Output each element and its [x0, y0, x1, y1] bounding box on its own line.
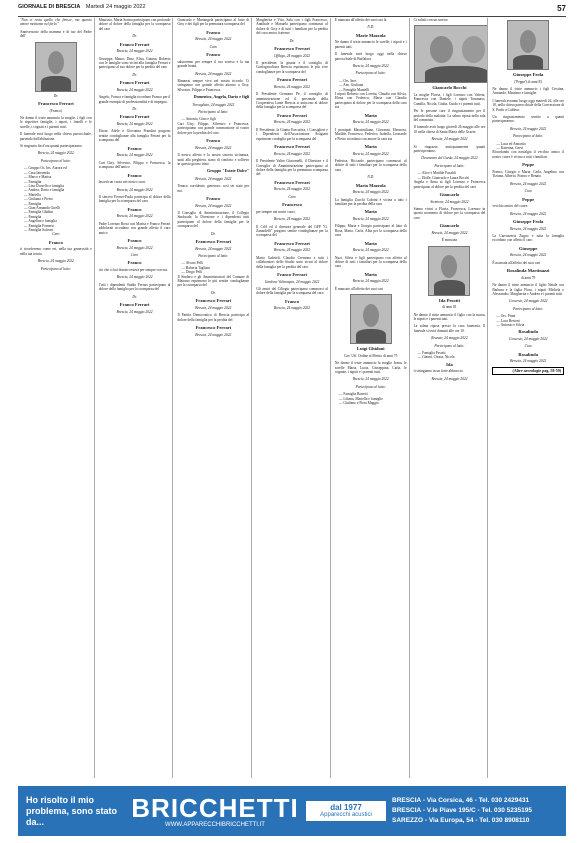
place-date: Desenzano del Garda, 24 maggio 2022 — [421, 156, 478, 161]
deceased-name: Francesco — [282, 202, 302, 208]
deceased-name: Franco — [48, 239, 63, 245]
place-date: Brescia, 24 maggio 2022 — [352, 190, 389, 195]
deceased-name: Maria — [364, 209, 377, 215]
place-date: Sirmione, 24 maggio 2022 — [430, 199, 469, 204]
deceased-name: Franco — [127, 145, 142, 151]
mourner-list — [177, 261, 249, 274]
deceased-name: Francesco Ferrari — [195, 238, 232, 244]
notice-text: Angela e Anna ai figli Lorenzo e Francesca partecipano al dolore per la perdita del caro — [413, 180, 486, 189]
place-date: Brescia, 24 maggio 2022 — [431, 230, 468, 235]
obituary-columns — [18, 18, 566, 778]
notice-text: Filippo, Maria e Giorgio partecipano al lutto di Rosa, Mario, Carla, Alba per la scomparsa della cara — [334, 224, 407, 238]
notice-text: Angelo, Franca e famiglia ricordano Franco per il grande esempio di professionalità e di impegno. — [98, 95, 171, 104]
deceased-name: Rosalinda — [518, 351, 538, 357]
signature: Gruppo "Estate Dolce" — [207, 168, 250, 174]
page-number: 57 — [557, 4, 566, 13]
notice-text: Ettore, Adele e Giovanna Prandini porgono sentite condoglianze alla famiglia Ferrari per la scomparsa del — [98, 129, 171, 143]
notice-text: Franco, Giorgio e Maria, Carla, Angelino con Tiziana, Alberto, Franco e Renato. — [492, 169, 565, 179]
mourner-list-item: — Famiglia Bonetti — [338, 392, 368, 397]
notice-label: N.D. — [367, 175, 375, 180]
mourner-list-item: — Giuliano e Piera Maggio — [338, 401, 379, 406]
column — [18, 18, 95, 778]
column — [490, 18, 566, 778]
column — [412, 18, 489, 778]
deceased-name: Francesco Ferrari — [274, 46, 310, 52]
notice-text: Giuseppe, Mauro, Dino, Elisa, Gianna, Roberto con le famiglie sono vicini alla famiglia Ferrari e partecipano al suo dolore per la perdita del caro — [98, 56, 171, 70]
notice-label: Partecipano al lutto: — [40, 266, 71, 271]
place-date: Brescia, 24 maggio 2022 — [274, 248, 311, 253]
place-date: Brescia, 24 maggio 2022 — [116, 214, 153, 219]
column — [254, 18, 331, 778]
mourner-list — [335, 79, 407, 92]
notice-text: Si ringrazia anticipatamente quanti parteciperanno. — [413, 144, 486, 154]
notice-text: È mancata all'affetto dei suoi cari la — [334, 18, 387, 22]
notice-text: Un ringraziamento sentito a quanti parteciperanno. — [492, 115, 565, 124]
place-date: Brescia, 24 maggio 2022 — [274, 120, 311, 125]
notice-text: Federica, Riccardo partecipano commossi al dolore di tutti i familiari per la scomparsa della cara — [334, 158, 407, 172]
notice-text: Il Consiglio di Amministrazione, il Collegio Sindacale, la Direzione e i dipendenti tutti partecipano al dolore della famiglia per la scomparsa del — [177, 210, 250, 229]
place-date: Brescia, 24 maggio 2022 — [116, 245, 153, 250]
mourner-list-item: — Famiglia Ghidini — [24, 210, 54, 215]
notice-label: Ciao — [524, 189, 532, 194]
notice-text: Il Presidente, la Giunta Esecutiva, i Consiglieri e i Dipendenti dell'Associazione Artigiani esprimono cordoglio per la scomparsa del — [256, 127, 328, 141]
notice-text: È mancata all'affetto dei suoi cari — [492, 260, 541, 265]
deceased-name: Franco Ferrari — [119, 301, 150, 307]
notice-label: Ciao — [524, 344, 532, 349]
deceased-name: Luigi Ghidoni — [356, 346, 385, 352]
notice-text: Giancarlo e Mariangela partecipano al lutto di Gisy e dei figli per la prematura scomparsa del — [177, 18, 250, 27]
mourner-list-item: — Luca ed Annarita — [496, 141, 526, 146]
place-date: Brescia, 24 maggio 2022 — [116, 187, 153, 192]
place-date: Brescia, 24 maggio 2022 — [116, 309, 153, 314]
deceased-name: Franco Ferrari — [277, 77, 307, 83]
place-date: Brescia, 24 maggio 2022 — [195, 246, 232, 251]
deceased-name: Rosalinda Martinazzi — [506, 268, 550, 274]
notice-label: Partecipano al lutto: — [198, 110, 229, 115]
mourner-list-item: — Ans. Giuliana — [338, 83, 364, 88]
notice-label: Dr. — [132, 72, 137, 77]
mourner-list-item: — Famiglia — [24, 214, 42, 219]
mourner-list-item: — Antonio e Silvia — [496, 322, 525, 327]
notice-label: È mancata — [441, 238, 458, 243]
notice-text: I funerali avranno luogo oggi martedì 24, alle ore 10, nella chiesa parrocchiale della Conversione di S. Paolo a Caldera. — [492, 98, 565, 112]
mourner-list-item: — Ehdle, Giancarlo e Laura Bocchi — [417, 175, 470, 180]
notice-text: La moglie Flavia, i figli Lorenzo con Valeria, Francesca con Daniele, i nipoti Tommaso, Camilla, Nicola, Giulia, Guido e i parenti tutti. — [413, 93, 486, 106]
notice-block — [99, 18, 171, 314]
deceased-name: Franco — [127, 237, 142, 243]
notice-label: Partecipano al lutto: — [513, 306, 544, 311]
mourner-list-item: — Lino Dorsello e famiglia — [24, 183, 64, 188]
deceased-name: Franco Ferrari — [119, 80, 150, 86]
place-date: Brescia, 24 maggio 2022 — [195, 332, 232, 337]
place-date: Brescia, 24 maggio 2022 — [352, 377, 389, 382]
notice-label: Caro — [130, 252, 139, 257]
column — [333, 18, 410, 778]
mourner-list — [492, 314, 564, 327]
mourner-list-item: — Katerina, Gervi — [496, 146, 524, 151]
notice-text: ciò che ci hai donato resterà per sempre con noi. — [98, 267, 169, 272]
notice-block — [20, 18, 92, 271]
mourner-list-item: — Famiglia Fomerio — [24, 223, 55, 228]
mourner-list-item: — Mariella — [24, 192, 41, 197]
deceased-name: Franco Ferrari — [277, 271, 307, 277]
mourner-list-item: — Luca Bertoni — [496, 318, 520, 323]
ad-badge-year: dal 1977 — [330, 803, 362, 812]
ad-brand-block — [130, 794, 300, 828]
mourner-list-item: — Angelina e famiglia — [24, 219, 57, 224]
ad-brand: BRICCHETTI — [131, 793, 299, 823]
deceased-name: Franco — [206, 29, 221, 35]
name-subtitle: di anni 79 — [520, 275, 536, 280]
notice-text: Il funerale avrà luogo giovedì 26 maggio alle ore 10 nella chiesa di Santa Maria delle Grazie. — [413, 125, 486, 134]
column — [97, 18, 174, 778]
mourner-list — [414, 351, 486, 360]
place-date: Brescia, 24 maggio 2022 — [37, 151, 74, 156]
deceased-name: Rosalinda — [518, 329, 538, 335]
notice-text: Mario Gabrieli, Claudio Cremona e tutti i collaboratori dello Studio sono vicini al dolore della famiglia per la perdita del caro — [256, 255, 328, 269]
notice-label: Partecipano al lutto: — [434, 343, 465, 348]
notice-text: La salma riposa presso la casa funeraria. Il funerale si terrà domani alle ore 10. — [413, 324, 486, 333]
place-date: Brescia, 24 maggio 2022 — [274, 151, 311, 156]
notice-text: Gli amici del Ciliegio partecipano commossi al dolore della famiglia per la scomparsa del caro — [256, 286, 328, 296]
place-date: Brescia, 24 maggio 2022 — [116, 153, 153, 158]
deceased-name: Francesco Ferrari — [274, 240, 310, 246]
notice-text: Ci salutò con un sorriso — [413, 18, 448, 22]
deceased-name: Franco — [127, 206, 142, 212]
mourner-list-item: — Marco e Marisa — [24, 175, 52, 180]
place-date: Brescia, 24 maggio 2022 — [37, 259, 74, 264]
deceased-name: Franco Ferrari — [119, 114, 150, 120]
deceased-name: Franco Ferrari — [119, 41, 150, 47]
place-date: Brescia, 24 maggio 2022 — [431, 137, 468, 142]
notice-text: È mancato all'affetto dei suoi cari — [334, 286, 384, 291]
place-date: Brescia, 24 maggio 2022 — [352, 279, 389, 284]
place-date: Brescia, 24 maggio 2022 — [116, 49, 153, 54]
notice-text: Il funerale avrà luogo nella chiesa parrocchiale, partendo dall'abitazione. — [20, 132, 92, 141]
deceased-name: Giuseppe Feola — [513, 72, 544, 77]
notice-text: Ne danno il triste annuncio il figlio Natale con Barbara e la figlia Flora, i nipoti Michela e Alessandro, Margherita e Andrea e i parenti tutti. — [492, 283, 565, 296]
portrait-photo — [428, 246, 470, 296]
deceased-name: Maria — [364, 143, 377, 149]
deceased-name: Francesco Ferrari — [195, 325, 232, 331]
place-date: Brescia, 24 maggio 2022 — [352, 64, 389, 69]
notice-label: Caro — [209, 44, 217, 49]
notice-text: ti ricorderemo come eri, nella tua generosità e nella tua ironia. — [20, 247, 92, 256]
notice-text: Il Presidente Valter Giacomelli, il Direttore e il Consiglio di Amministrazione partecipano al dolore della famiglia per la prematura scomparsa del — [256, 159, 328, 177]
deceased-name: Francesco Ferrari — [274, 144, 310, 150]
mourner-list — [492, 142, 564, 151]
notice-text: Il Presidente Germano Pè, il consiglio di amministrazione ed il personale della Cooperativa Lante Brescia si uniscono al dolore della famiglia per la scomparsa del — [256, 92, 328, 110]
notice-block — [177, 18, 249, 337]
notice-text: Ne danno il triste annuncio la moglie Ivana, le sorelle Maria, Lucia, Giuseppina, Carla, le cognate, i nipoti e i parenti tutti. — [334, 361, 407, 374]
mourner-list-item: — Ors. Pinni — [496, 314, 516, 319]
mourner-list — [414, 171, 486, 180]
deceased-name: Maria — [364, 271, 377, 277]
signature: Domenico, Angela, Dario e figli — [193, 94, 250, 100]
mourner-list-item: — Roberta Tagliani — [181, 265, 210, 270]
place-date: Brescia, 24 maggio 2022 — [195, 305, 232, 310]
mourner-list-item: — Diego Pelli — [181, 270, 203, 275]
notice-label: Dr. — [211, 231, 216, 236]
deceased-name: Giancarlo Bocchi — [432, 85, 467, 91]
notice-text: Il Partito Democratico di Brescia partecipa al dolore della famiglia per la perdita del — [177, 313, 250, 322]
notice-text: Siamo vicini a Flavia, Francesca, Lorenzo in questo momento di dolore per la scomparsa del caro — [413, 206, 486, 220]
mourner-list-item: — Andrea, Dario e famiglia — [24, 188, 65, 193]
place-date: Concesio, 24 maggio 2022 — [508, 299, 548, 304]
deceased-name: Marie Mazzola — [355, 32, 386, 38]
deceased-name: Franco — [206, 138, 221, 144]
continued-notice: (Altre necrologie pag. 58-59) — [492, 367, 564, 375]
portrait-photo — [414, 25, 489, 83]
place-date: Brescia, 24 maggio 2022 — [195, 145, 232, 150]
notice-text: Ne danno il triste annuncio il figlio con la nuora, le nipoti e i parenti tutti. — [413, 312, 486, 321]
notice-text: Padre Lorenzo Rossi con Marisa e Franco Ferrari addolorati ricordano con grande affetto il caro amico — [98, 221, 171, 235]
place-date: Brescia, 24 maggio 2022 — [431, 376, 468, 381]
notice-label: Caro — [52, 232, 60, 237]
notice-label: Partecipano al lutto: — [40, 158, 71, 163]
ad-addresses — [392, 796, 566, 826]
deceased-name: Maria — [364, 240, 377, 246]
notice-label: Dr. — [132, 294, 137, 299]
notice-label: Partecipano al lutto: — [355, 384, 386, 389]
place-date: Travagliato, 24 maggio 2022 — [192, 102, 235, 107]
notice-label: Dr. — [53, 93, 59, 98]
place-date: Offlaga, 24 maggio 2022 — [273, 53, 311, 58]
mourner-list-item: — Giuliana e Pietro — [24, 197, 53, 202]
notice-block — [492, 20, 564, 375]
notice-label: Dr. — [132, 107, 137, 112]
deceased-name: Franco Ferrari — [277, 112, 307, 118]
ad-badge — [306, 801, 386, 821]
notice-text: Rimarrai sempre vivo nel nostro ricordo. Ci stringiamo con grande affetto attorno a Gisy, Silvestro, Filippo e Francesca. — [177, 79, 250, 92]
place-date: Brescia, 24 maggio 2022 — [352, 151, 389, 156]
mourner-list-item: — Famiglia Pesotti — [417, 350, 446, 355]
ad-address: BRESCIA - Via Corsica, 46 - Tel. 030 2429431 — [392, 797, 530, 804]
deceased-name: Giuseppe — [518, 245, 538, 251]
notice-text: I nipoti Roberto con Loretta, Claudia con Silvia, Elena con Federica, Maria con Claudio partecipano al dolore per la scomparsa della cara zia — [334, 92, 407, 110]
notice-block — [414, 18, 486, 381]
name-subtitle: Cav. Uff. Ordine al Merito di anni 75 — [343, 353, 398, 358]
notice-text: Il CdA ed il direttore generale del GFP "G. Zanardelli" porgono sentite condoglianze per la scomparsa del — [256, 224, 328, 238]
place-date: Brescia, 24 maggio 2022 — [510, 226, 547, 231]
place-date: Brescia, 24 maggio 2022 — [352, 216, 389, 221]
notice-text: lascerà un vuoto nei nostri cuori. — [98, 180, 146, 185]
notice-text: Tutti i dipendenti Studio Ferrari partecipano al dolore della famiglia per la scomparsa del — [98, 282, 171, 292]
place-date: Brescia, 24 maggio 2022 — [195, 203, 232, 208]
notice-text: saluteremo per sempre il tuo sorriso e la tua grande bontà. — [177, 59, 250, 69]
place-date: Gardone Valtrompia, 24 maggio 2022 — [264, 279, 320, 284]
notice-text: La Carrozzeria Zugno e tutta la famiglia ricordano con affetto il caro — [492, 233, 565, 243]
notice-text: Ne danno il triste annuncio le sorelle, i nipoti e i parenti tutti. — [334, 40, 407, 49]
notice-text: Cari Gisy, Filippo, Silvestro e Francesca, partecipiamo con grande commozione al vostro dolore per la perdita del caro — [177, 121, 250, 135]
notice-text: ti stringiamo in un forte abbraccio. — [413, 369, 464, 374]
notice-text: Nuzi, Silvia e figli partecipano con affetto al dolore di tutti i familiari per la scomparsa della cara — [334, 255, 407, 269]
mourner-list — [20, 166, 92, 232]
mourner-list-item: — Alvaro Pelli — [181, 261, 204, 266]
issue-date: Martedì 24 maggio 2022 — [85, 4, 146, 10]
notice-text: Ne danno il triste annuncio i figli Cristina, Armando, Massimo e famiglie. — [492, 87, 565, 96]
place-date: Brescia, 24 maggio 2022 — [510, 126, 547, 131]
notice-text: Margherita e Vito, Sala con i figli Francesco, Annibale e Manuela partecipano commossi al dolore di Gisy e di tutti i familiari per la perdita del caro amico fraterno — [256, 18, 328, 36]
place-date: Brescia, 24 maggio 2022 — [274, 187, 311, 192]
place-date: Brescia, 24 maggio 2022 — [274, 217, 311, 222]
mourner-list-item: — Liliana, Mariella e famiglie — [338, 396, 383, 401]
notice-text: Il presidente, la giunta e il consiglio di Confagricoltura Brescia esprimono le più vive condoglianze per la scomparsa del — [256, 61, 328, 74]
place-date: Brescia, 24 maggio 2022 — [274, 306, 311, 311]
notice-text: Il Sindaco e gli Amministratori del Comune di Mairano esprimono le più sentite condoglianze per la scomparsa del — [177, 274, 250, 288]
place-date: Brescia, 24 maggio 2022 — [116, 275, 153, 280]
portrait-photo — [35, 42, 77, 92]
notice-label: Dr. — [211, 290, 216, 295]
place-date: Brescia, 24 maggio 2022 — [274, 84, 311, 89]
notice-label: Dr. — [289, 38, 295, 43]
place-date: Rezzato, 24 maggio 2022 — [431, 336, 468, 341]
name-subtitle: ('Peppe') di anni 83 — [514, 79, 543, 84]
mourner-list-item: — Antonio, Gino e figli — [181, 117, 216, 122]
deceased-name: Maria Mazzola — [355, 182, 386, 188]
mourner-list-item: — Casa Iaterenda — [24, 170, 50, 175]
notice-text: per sempre nei nostri cuori. — [256, 209, 296, 214]
notice-label: N.D. — [367, 25, 375, 30]
deceased-name: Franco — [206, 195, 221, 201]
deceased-name: Peppe — [522, 196, 535, 202]
mourner-list-item: — Alice e Matilde Fusaldi — [417, 171, 456, 176]
place-date: Brescia, 24 maggio 2022 — [195, 71, 232, 76]
notice-text: Tenace, sorridente, generoso: così sei stato per noi. — [177, 184, 250, 193]
ad-address: SAREZZO - Via Europa, 54 - Tel. 030 8908110 — [392, 817, 530, 824]
page-header — [18, 4, 566, 17]
deceased-name: Franco — [127, 172, 142, 178]
name-subtitle: di anni 81 — [442, 305, 457, 310]
deceased-name: Franco — [284, 298, 300, 304]
notice-text: Ne danno il triste annuncio la moglie, i figli con le rispettive famiglie, i nipoti, i fratelli e le sorelle, i cognati e i parenti tutti. — [20, 116, 92, 129]
place-date: Brescia, 24 maggio 2022 — [195, 37, 232, 42]
mourner-list-item: — Gianni, Cinzia, Nicola — [417, 355, 455, 360]
ad-headline: Ho risolto il mio problema, sono stato da... — [26, 794, 118, 827]
deceased-name: Franco — [127, 260, 142, 266]
notice-text: Maurizio, Maria Sorina partecipano con profondo dolore al dolore della famiglia per la scomparsa del caro — [98, 18, 171, 31]
notice-block — [335, 18, 407, 405]
notice-label: Partecipano al lutto: — [434, 163, 465, 168]
place-date: Concesio, 24 maggio 2022 — [508, 336, 548, 341]
notice-text: Anniversario della mamma e di tuo del Padre dell' — [20, 29, 92, 39]
deceased-name: Ida Pesotti — [438, 297, 460, 303]
column — [175, 18, 252, 778]
notice-text: Il nostro affetto e la nostra sincera vicinanza, uniti alla preghiera, siano di conforto e sollievo in questo giorno triste. — [177, 153, 250, 166]
mourner-list-item: — Famiglia — [24, 201, 42, 206]
ad-address: BRESCIA - V.le Piave 195/C - Tel. 030 5235195 — [392, 807, 532, 814]
deceased-name: Francesco Ferrari — [274, 179, 310, 185]
mourner-list-item: — Gian Armando Girelli — [24, 205, 61, 210]
deceased-name: Giancarlo — [439, 191, 460, 197]
deceased-name: Peppe — [522, 162, 535, 168]
notice-label: Partecipano al lutto: — [198, 253, 229, 258]
mourner-list-item: — Famiglia Mantelli — [338, 87, 370, 92]
notice-block — [256, 18, 328, 311]
place-date: Brescia, 24 maggio 2022 — [116, 122, 153, 127]
deceased-name: Maria — [364, 112, 377, 118]
notice-text: La famiglia Zucchi Cabrini è vicina a tutti i familiari per la perdita della cara — [334, 197, 407, 206]
deceased-name: Giuseppe Feola — [513, 218, 544, 224]
mourner-list-item: — Famiglia Salvoni — [24, 227, 54, 232]
notice-label: Partecipano al lutto: — [355, 71, 386, 76]
notice-text: Cari Gisy, Silvestro, Filippo e Francesca, la scomparsa dell'amico — [98, 160, 171, 170]
ad-website[interactable]: WWW.APPARECCHIBRICCHETTI.IT — [165, 822, 265, 828]
mourner-list — [335, 392, 407, 405]
deceased-name: Francesco Ferrari — [38, 101, 74, 107]
place-date: Brescia, 24 maggio 2022 — [510, 211, 547, 216]
deceased-name: Ida — [446, 361, 453, 367]
quote-text: "Non ci resta quello che finisce, ma quanto amore mettiamo nel farlo." — [20, 18, 92, 27]
place-date: Brescia, 24 maggio 2022 — [352, 120, 389, 125]
notice-label: Partecipano al lutto: — [513, 134, 544, 139]
mourner-list-item: — Gruppo Os. Ins. Aurora ed — [24, 166, 67, 171]
notice-label: Caro — [288, 194, 296, 199]
place-date: Brescia, 24 maggio 2022 — [510, 181, 547, 186]
deceased-name: Francesco Ferrari — [195, 298, 232, 304]
mourner-list-item: — Famiglia — [24, 179, 42, 184]
portrait-photo — [350, 294, 392, 344]
notice-text: Il sincero Ferrari-Paola partecipa al dolore della famiglia per la scomparsa del caro — [98, 194, 171, 204]
notice-text: Si ringrazia fin d'ora quanti parteciperanno. — [20, 144, 83, 149]
portrait-photo — [507, 20, 549, 70]
notice-label: Dr. — [132, 34, 137, 39]
notice-text: Il funerale avrà luogo oggi nella chiesa parrocchiale di Buffalora. — [334, 52, 407, 61]
name-subtitle: (Franco) — [49, 108, 63, 113]
place-date: Brescia, 24 maggio 2022 — [510, 359, 547, 364]
notice-text: I pronipoti Massimiliano, Giovanni, Eleonora, Matilde, Francesco, Federico, Isabella, Leonardo e Pietro ricordano con amore la cara zia — [334, 127, 407, 141]
notice-text: Per le persone care il ringraziamento per il periodo della malattia. La salma riposa nella sala del commiato. — [413, 109, 486, 123]
newspaper-name: GIORNALE DI BRESCIA — [18, 4, 81, 10]
mourner-list-item: — Ors. Ines — [338, 78, 357, 83]
deceased-name: Giancarlo — [439, 223, 460, 229]
place-date: Brescia, 24 maggio 2022 — [352, 248, 389, 253]
place-date: Brescia, 24 maggio 2022 — [195, 176, 232, 181]
place-date: Brescia, 24 maggio 2022 — [116, 87, 153, 92]
notice-text: vecchio amico del cuore. — [492, 204, 529, 209]
advertisement-banner[interactable] — [18, 786, 566, 836]
place-date: Brescia, 24 maggio 2022 — [510, 253, 547, 258]
deceased-name: Franco — [206, 52, 221, 58]
ad-badge-text: Apparecchi acustici — [320, 812, 372, 818]
notice-text: Ricordando con nostalgia il vecchio amico il nostro cuore è vicino a tutti i familiari. — [492, 150, 565, 159]
